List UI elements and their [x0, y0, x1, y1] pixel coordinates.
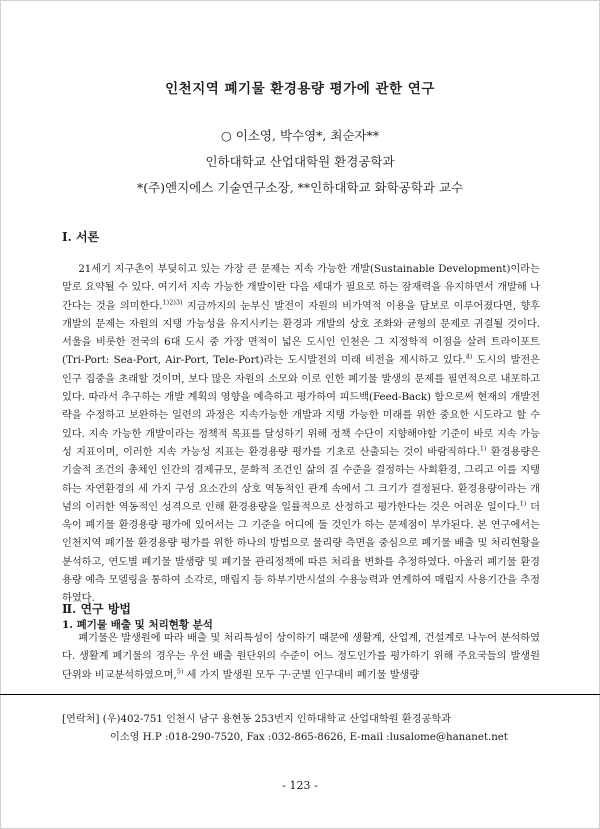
citation-ref: 1) [479, 444, 487, 453]
intro-text-2: 지금까지의 눈부신 발전이 자원의 비가역적 이용을 담보로 이루어졌다면, 향후 개발의 문제는 자원의 지탱 가능성을 유지시키는 환경과 개발의 상호 조화와 균형의 문제로 귀결될 것이다. 서울을 비롯한 전국의 6대 도시 중 가장 면적이 넓은 도시인 인천은 그 지정학적 이점을 살려 트라이포트(Tri-Port: Sea-Port, Air-Port, Tele-Port)라는 도시발전의 미래 비전을 제시하고 있다. [62, 300, 540, 367]
intro-text-1: 21세기 지구촌이 부딪히고 있는 가장 큰 문제는 지속 가능한 개발(Sustainable Development)이라는 말로 요약될 수 있다. 여기서 지속 가능한 개발이란 다음 세대가 필요로 하는 잠재력을 유지하면서 개발해 나간다는 것을 의미한다. [62, 264, 540, 312]
footnote-divider [0, 694, 600, 695]
page-number: - 123 - [282, 779, 318, 792]
citation-ref: 4) [465, 353, 473, 362]
method-text-1: 폐기물은 발생원에 따라 배출 및 처리특성이 상이하기 때문에 생활계, 산업계, 건설계로 나누어 분석하였다. 생활계 폐기물의 경우는 우선 배출 원단위의 수준이 어느 정도인가를 평가하기 위해 주요국들의 발생원단위와 비교분석하였으며, [62, 633, 540, 681]
methods-paragraph [62, 630, 540, 685]
contact-label: [연락처] [62, 714, 100, 725]
contact-address [62, 710, 451, 725]
author-list: ○ 이소영, 박수영*, 최순자** [220, 128, 380, 143]
method-text-2: 세 가지 발생원 모두 구·군별 인구대비 폐기물 발생량 [183, 669, 420, 681]
affiliation-primary: 인하대학교 산업대학원 환경공학과 [205, 154, 395, 169]
paper-title: 인천지역 폐기물 환경용량 평가에 관한 연구 [165, 81, 435, 97]
introduction-paragraph [62, 261, 540, 609]
subsection-heading: 1. 폐기물 배출 및 처리현황 분석 [62, 619, 213, 631]
affiliation-secondary: *(주)엔지에스 기술연구소장, **인하대학교 화학공학과 교수 [136, 180, 464, 195]
section-heading-introduction: Ⅰ. 서론 [62, 230, 100, 244]
citation-ref: 1) [519, 499, 527, 508]
contact-details: 이소영 H.P :018-290-7520, Fax :032-865-8626, E-mail :lusalome@hananet.net [110, 732, 508, 743]
section-heading-methods: Ⅱ. 연구 방법 [62, 602, 132, 616]
citation-ref: 1)2)3) [162, 298, 183, 307]
intro-text-4: 환경용량은 기술적 조건의 총체인 인간의 경제규모, 문화적 조건인 삶의 질 수준을 결정하는 사회환경, 그리고 이를 지탱하는 자연환경의 세 가지 구성 요소간의 상호 역동적인 관계 속에서 그 크기가 결정된다. 환경용량이라는 개념의 이러한 역동적인 성격으로 인해 환경용량을 일률적으로 산정하고 평가한다는 것은 어려운 일이다. [62, 446, 540, 513]
intro-text-3: 도시의 발전은 인구 집중을 초래할 것이며, 보다 많은 자원의 소모와 이로 인한 폐기물 발생의 문제를 필연적으로 내포하고 있다. 따라서 추구하는 개발 계획의 영향을 예측하고 평가하여 피드백(Feed-Back) 함으로써 현재의 개발전략을 수정하고 보완하는 일련의 과정은 지속가능한 개발과 지탱 가능한 미래를 위한 중요한 시도라고 할 수 있다. 지속 가능한 개발이라는 정책적 목표를 달성하기 위해 정책 수단이 지향해야할 기준이 바로 지속 가능성 지표이며, 이러한 지속 가능성 지표는 환경용량 평가를 기초로 산출되는 것이 바람직하다. [62, 355, 541, 458]
intro-text-5: 더욱이 폐기물 환경용량 평가에 있어서는 그 기준을 어디에 둘 것인가 하는 문제점이 부가된다. 본 연구에서는 인천지역 폐기물 환경용량 평가를 위한 하나의 방법으로 물리량 측면을 중심으로 폐기물 배출 및 처리현황을 분석하고, 연도별 폐기물 발생량 및 폐기물 관리정책에 따른 처리율 변화를 추정하였다. 아울러 폐기물 환경용량 예측 모델링을 통하여 소각로, 매립지 등 하부기반시설의 수용능력과 연계하여 매립지 사용기간을 추정하였다. [62, 501, 540, 605]
citation-ref: 5) [176, 667, 184, 676]
contact-address-text: (우)402-751 인천시 남구 용현동 253번지 인하대학교 산업대학원 환경공학과 [102, 714, 451, 725]
